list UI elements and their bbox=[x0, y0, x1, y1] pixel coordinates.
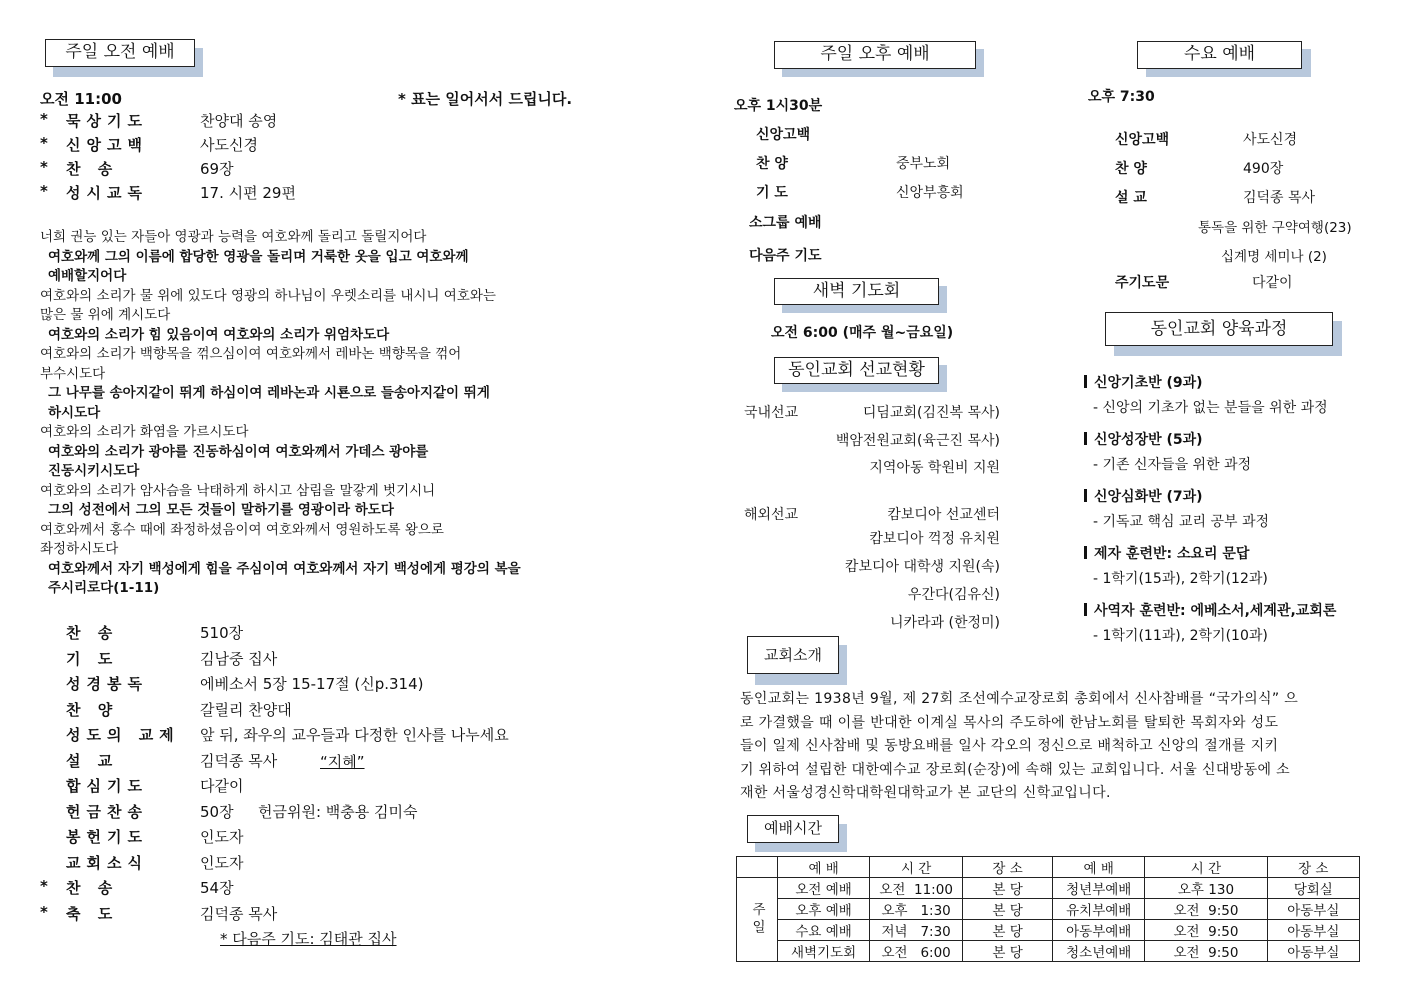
afternoon-label: 다음주 기도 bbox=[749, 248, 822, 264]
training-course-title bbox=[1084, 486, 1203, 506]
order-value: 다같이 bbox=[200, 777, 244, 795]
schedule-cell: 본 당 bbox=[963, 920, 1053, 941]
order-label: 성시교독 bbox=[66, 184, 148, 202]
order-label: 찬 송 bbox=[66, 624, 119, 642]
sermon-title: “지혜” bbox=[320, 753, 365, 771]
bullet-bar-icon bbox=[1084, 546, 1087, 559]
training-course-desc: - 1학기(11과), 2학기(10과) bbox=[1093, 628, 1268, 644]
order-value: 김남중 집사 bbox=[200, 649, 278, 668]
overseas-mission-item: 캄보디아 대학생 지원(속) bbox=[844, 559, 1000, 575]
schedule-cell: 아동부실 bbox=[1267, 941, 1359, 962]
schedule-column-header: 장 소 bbox=[963, 857, 1053, 878]
order-label: 설 교 bbox=[66, 751, 119, 770]
schedule-cell: 청년부예배 bbox=[1053, 878, 1145, 899]
reading-line: 그 나무를 송아지같이 뛰게 하심이여 레바논과 시룐으로 들송아지같이 뛰게 bbox=[48, 385, 490, 401]
afternoon-service-time: 오후 1시30분 bbox=[734, 98, 823, 114]
overseas-mission-item: 우간다(김유신) bbox=[907, 587, 1000, 603]
training-course-desc: - 1학기(15과), 2학기(12과) bbox=[1093, 571, 1268, 587]
order-value: 앞 뒤, 좌우의 교우들과 다정한 인사를 나누세요 bbox=[200, 726, 509, 744]
order-mark: * bbox=[40, 182, 48, 200]
order-label: 묵상기도 bbox=[66, 112, 148, 130]
overseas-mission-item: 니카라과 (한정미) bbox=[889, 615, 1000, 631]
reading-line: 여호와의 소리가 힘 있음이여 여호와의 소리가 위엄차도다 bbox=[48, 326, 390, 343]
training-course-desc: - 기독교 핵심 교리 공부 과정 bbox=[1093, 514, 1270, 530]
order-mark: * bbox=[40, 158, 48, 176]
schedule-cell: 아동부실 bbox=[1267, 920, 1359, 941]
afternoon-label: 신앙고백 bbox=[756, 127, 811, 143]
schedule-table bbox=[736, 856, 1360, 962]
schedule-cell: 유치부예배 bbox=[1053, 899, 1145, 920]
order-value: 인도자 bbox=[200, 828, 244, 846]
schedule-cell: 당회실 bbox=[1267, 878, 1359, 899]
wednesday-value: 사도신경 bbox=[1243, 132, 1298, 148]
training-course-title bbox=[1084, 372, 1203, 392]
afternoon-label: 찬 양 bbox=[756, 156, 788, 172]
reading-line: 많은 물 위에 계시도다 bbox=[40, 307, 171, 323]
order-label: 성도의 교제 bbox=[66, 726, 180, 744]
schedule-header: 예배시간 bbox=[747, 815, 839, 843]
intro-line: 들이 일제 신사참배 및 동방요배를 일사 각오의 정신으로 배척하고 신앙의 절개를 지키 bbox=[740, 738, 1279, 754]
schedule-cell: 오전 9:50 bbox=[1145, 899, 1267, 920]
schedule-cell: 오전 11:00 bbox=[870, 878, 963, 899]
intro-line: 기 위하여 설립한 대한예수교 장로회(순장)에 속해 있는 교회입니다. 서울 신대방동에 소 bbox=[740, 761, 1291, 778]
reading-line: 예배할지어다 bbox=[48, 268, 127, 284]
domestic-mission-item: 백암전원교회(육근진 목사) bbox=[835, 433, 1000, 449]
order-label: 기 도 bbox=[66, 649, 119, 668]
afternoon-service-header: 주일 오후 예배 bbox=[774, 41, 976, 69]
bullet-bar-icon bbox=[1084, 432, 1087, 445]
schedule-cell: 오전 9:50 bbox=[1145, 941, 1267, 962]
schedule-cell: 저녁 7:30 bbox=[870, 920, 963, 941]
schedule-cell: 오후 130 bbox=[1145, 878, 1267, 899]
reading-line: 주시리로다(1-11) bbox=[48, 580, 160, 596]
order-label: 봉헌기도 bbox=[66, 828, 148, 846]
schedule-cell: 본 당 bbox=[963, 878, 1053, 899]
order-value: 찬양대 송영 bbox=[200, 112, 278, 130]
order-mark: * bbox=[40, 902, 48, 921]
offering-committee: 헌금위원: 백충용 김미숙 bbox=[258, 803, 418, 821]
order-value: 510장 bbox=[200, 624, 244, 642]
reading-line: 여호와의 소리가 백향목을 꺾으심이여 여호와께서 레바논 백향목을 꺾어 bbox=[40, 346, 462, 362]
wednesday-label: 찬 양 bbox=[1115, 161, 1147, 177]
lords-prayer-label: 주기도문 bbox=[1115, 275, 1170, 291]
dawn-prayer-time: 오전 6:00 (매주 월~금요일) bbox=[771, 325, 954, 341]
order-value: 갈릴리 찬양대 bbox=[200, 700, 292, 719]
schedule-column-header: 시 간 bbox=[870, 857, 963, 878]
order-value: 사도신경 bbox=[200, 136, 258, 154]
reading-line: 여호와의 소리가 물 위에 있도다 영광의 하나님이 우렛소리를 내시니 여호와는 bbox=[40, 287, 496, 304]
domestic-mission-label: 국내선교 bbox=[744, 405, 799, 421]
schedule-cell: 본 당 bbox=[963, 941, 1053, 962]
order-label: 성경봉독 bbox=[66, 675, 148, 693]
bullet-bar-icon bbox=[1084, 375, 1087, 388]
order-value: 김덕종 목사 bbox=[200, 904, 278, 923]
schedule-column-header: 예 배 bbox=[1053, 857, 1145, 878]
schedule-row bbox=[737, 920, 1360, 941]
reading-line: 부수시도다 bbox=[40, 365, 106, 382]
order-label: 축 도 bbox=[66, 904, 119, 923]
afternoon-label: 기 도 bbox=[756, 185, 788, 201]
training-course-name: 신앙기초반 (9과) bbox=[1094, 375, 1203, 391]
reading-line: 여호와께서 자기 백성에게 힘을 주심이여 여호와께서 자기 백성에게 평강의 복을 bbox=[48, 560, 521, 577]
afternoon-value: 중부노회 bbox=[896, 156, 951, 172]
schedule-cell: 아동부실 bbox=[1267, 899, 1359, 920]
morning-service-time: 오전 11:00 bbox=[40, 90, 122, 108]
wednesday-service-time: 오후 7:30 bbox=[1088, 89, 1155, 105]
order-label: 찬 송 bbox=[66, 879, 119, 897]
wednesday-sub-2: 십계명 세미나 (2) bbox=[1221, 249, 1327, 265]
order-value: 69장 bbox=[200, 160, 234, 178]
order-value: 17. 시편 29편 bbox=[200, 184, 296, 202]
training-header: 동인교회 양육과정 bbox=[1105, 312, 1333, 346]
afternoon-label: 소그룹 예배 bbox=[749, 215, 822, 231]
order-label: 헌금찬송 bbox=[66, 802, 148, 821]
stand-note: * 표는 일어서서 드립니다. bbox=[398, 90, 573, 108]
domestic-mission-item: 디딤교회(김진복 목사) bbox=[862, 405, 1000, 421]
order-mark: * bbox=[40, 134, 48, 152]
schedule-cell: 오전 예배 bbox=[778, 878, 870, 899]
training-course-title bbox=[1084, 600, 1336, 620]
reading-line: 여호와께서 홍수 때에 좌정하셨음이여 여호와께서 영원하도록 왕으로 bbox=[40, 521, 444, 538]
order-value: 인도자 bbox=[200, 853, 244, 872]
order-label: 합심기도 bbox=[66, 777, 148, 795]
schedule-cell: 새벽기도회 bbox=[778, 941, 870, 962]
schedule-side-label: 주일 bbox=[737, 878, 778, 962]
schedule-cell: 오전 6:00 bbox=[870, 941, 963, 962]
schedule-row bbox=[737, 899, 1360, 920]
schedule-column-header: 시 간 bbox=[1145, 857, 1267, 878]
order-value: 54장 bbox=[200, 879, 234, 897]
wednesday-service-header: 수요 예배 bbox=[1137, 41, 1302, 69]
reading-line: 여호와의 소리가 화염을 가르시도다 bbox=[40, 424, 249, 440]
training-course-title bbox=[1084, 429, 1203, 449]
schedule-cell: 청소년예배 bbox=[1053, 941, 1145, 962]
schedule-column-header: 예 배 bbox=[778, 857, 870, 878]
overseas-mission-item: 캄보디아 꺽정 유치원 bbox=[869, 531, 1000, 547]
church-intro-header: 교회소개 bbox=[747, 636, 839, 674]
reading-line: 여호와께 그의 이름에 합당한 영광을 돌리며 거룩한 옷을 입고 여호와께 bbox=[48, 248, 469, 265]
domestic-mission-item: 지역아동 학원비 지원 bbox=[869, 460, 1000, 476]
order-label: 교회소식 bbox=[66, 853, 148, 872]
overseas-mission-label: 해외선교 bbox=[744, 507, 799, 523]
training-course-desc: - 신앙의 기초가 없는 분들을 위한 과정 bbox=[1093, 400, 1328, 416]
schedule-cell: 오후 1:30 bbox=[870, 899, 963, 920]
bullet-bar-icon bbox=[1084, 603, 1087, 616]
wednesday-sub-1: 통독을 위한 구약여행(23) bbox=[1198, 220, 1352, 236]
schedule-cell: 오후 예배 bbox=[778, 899, 870, 920]
training-course-name: 사역자 훈련반: 에베소서,세계관,교회론 bbox=[1094, 603, 1337, 619]
order-value: 에베소서 5장 15-17절 (신p.314) bbox=[200, 675, 424, 693]
schedule-row bbox=[737, 941, 1360, 962]
wednesday-value: 490장 bbox=[1243, 161, 1284, 177]
schedule-cell: 오전 9:50 bbox=[1145, 920, 1267, 941]
morning-service-header: 주일 오전 예배 bbox=[45, 39, 195, 67]
schedule-row bbox=[737, 878, 1360, 899]
schedule-column-header: 장 소 bbox=[1267, 857, 1359, 878]
reading-line: 그의 성전에서 그의 모든 것들이 말하기를 영광이라 하도다 bbox=[48, 502, 394, 518]
schedule-cell: 아동부예배 bbox=[1053, 920, 1145, 941]
intro-line: 재한 서울성경신학대학원대학교가 본 교단의 신학교입니다. bbox=[740, 785, 1111, 801]
order-mark: * bbox=[40, 110, 48, 128]
order-mark: * bbox=[40, 877, 48, 895]
reading-line: 너희 권능 있는 자들아 영광과 능력을 여호와께 돌리고 돌릴지어다 bbox=[40, 229, 427, 245]
schedule-corner bbox=[737, 857, 778, 878]
order-label: 찬 양 bbox=[66, 700, 119, 719]
mission-header: 동인교회 선교현황 bbox=[774, 357, 939, 384]
order-label: 신앙고백 bbox=[66, 136, 148, 154]
training-course-name: 신앙성장반 (5과) bbox=[1094, 432, 1203, 448]
reading-line: 여호와의 소리가 암사슴을 낙태하게 하시고 삼림을 말갛게 벗기시니 bbox=[40, 482, 436, 499]
reading-line: 좌정하시도다 bbox=[40, 541, 119, 557]
reading-line: 진동시키시도다 bbox=[48, 463, 140, 479]
schedule-cell: 수요 예배 bbox=[778, 920, 870, 941]
reading-line: 하시도다 bbox=[48, 404, 101, 421]
order-value: 50장 bbox=[200, 802, 234, 821]
training-course-name: 신앙심화반 (7과) bbox=[1094, 489, 1203, 505]
schedule-cell: 본 당 bbox=[963, 899, 1053, 920]
training-course-name: 제자 훈련반: 소요리 문답 bbox=[1094, 546, 1250, 562]
reading-line: 여호와의 소리가 광야를 진동하심이여 여호와께서 가데스 광야를 bbox=[48, 443, 429, 460]
next-week-prayer: * 다음주 기도: 김태관 집사 bbox=[220, 930, 397, 948]
wednesday-value: 김덕종 목사 bbox=[1243, 190, 1316, 206]
bullet-bar-icon bbox=[1084, 489, 1087, 502]
dawn-prayer-header: 새벽 기도회 bbox=[774, 278, 939, 305]
training-course-title bbox=[1084, 543, 1249, 563]
overseas-mission-item: 캄보디아 선교센터 bbox=[887, 507, 1000, 523]
order-label: 찬 송 bbox=[66, 160, 119, 178]
intro-line: 동인교회는 1938년 9월, 제 27회 조선예수교장로회 총회에서 신사참배를 “국가의식” 으 bbox=[740, 691, 1299, 707]
order-value: 김덕종 목사 bbox=[200, 751, 278, 770]
intro-line: 로 가결했을 때 이를 반대한 이계실 목사의 주도하에 한남노회를 탈퇴한 목회자와 성도 bbox=[740, 714, 1279, 731]
training-course-desc: - 기존 신자들을 위한 과정 bbox=[1093, 457, 1252, 473]
wednesday-label: 신앙고백 bbox=[1115, 132, 1170, 148]
wednesday-label: 설 교 bbox=[1115, 190, 1147, 206]
lords-prayer-value: 다같이 bbox=[1252, 275, 1293, 291]
afternoon-value: 신앙부흥회 bbox=[896, 185, 964, 201]
